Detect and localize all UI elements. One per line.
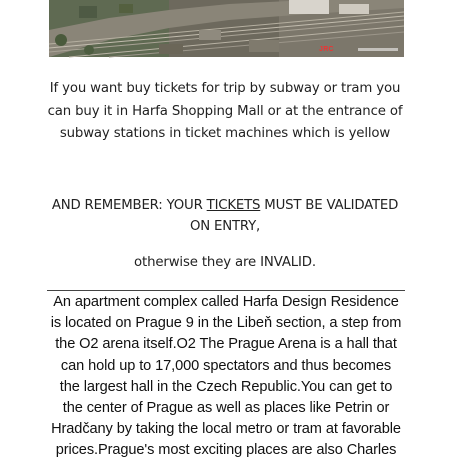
description-line: can hold up to 17,000 spectators and thus becomes (60, 357, 392, 374)
map-watermark: JRC (319, 46, 334, 53)
intro-line-3: subway stations in ticket machines which is yellow (59, 126, 391, 141)
description-line: the O2 arena itself.O2 The Prague Arena is a hall that (55, 336, 397, 353)
validation-warning (0, 195, 450, 237)
remember-line-1 (0, 195, 450, 216)
aerial-map-photo (49, 0, 404, 57)
description-line: is located on Prague 9 in the Libeň section, a step from (50, 315, 402, 332)
description-line: An apartment complex called Harfa Design Residence (53, 294, 399, 310)
aerial-map-graphic (49, 0, 404, 57)
description-line: the center of Prague as well as places like Petrin or (62, 400, 390, 417)
description-line: Hradčany by taking the local metro or tram at favorable (51, 421, 401, 438)
description-line: prices.Prague's most exciting places are also Charles (55, 442, 397, 459)
tickets-underlined: TICKETS (206, 198, 261, 213)
description-line: the largest hall in the Czech Republic.You can get to (59, 378, 393, 395)
remember-suffix: MUST BE VALIDATED (260, 198, 399, 213)
intro-line-2: can buy it in Harfa Shopping Mall or at the entrance of (47, 103, 403, 119)
invalid-notice: otherwise they are INVALID. (134, 255, 316, 270)
ticket-purchase-info (0, 78, 450, 146)
map-copyright-strip (358, 48, 398, 51)
remember-line-2: ON ENTRY, (189, 219, 261, 234)
section-divider (47, 290, 405, 291)
remember-prefix: AND REMEMBER: YOUR (51, 198, 207, 213)
intro-line-1: If you want buy tickets for trip by subway or tram you (49, 81, 401, 96)
residence-description (40, 292, 412, 462)
